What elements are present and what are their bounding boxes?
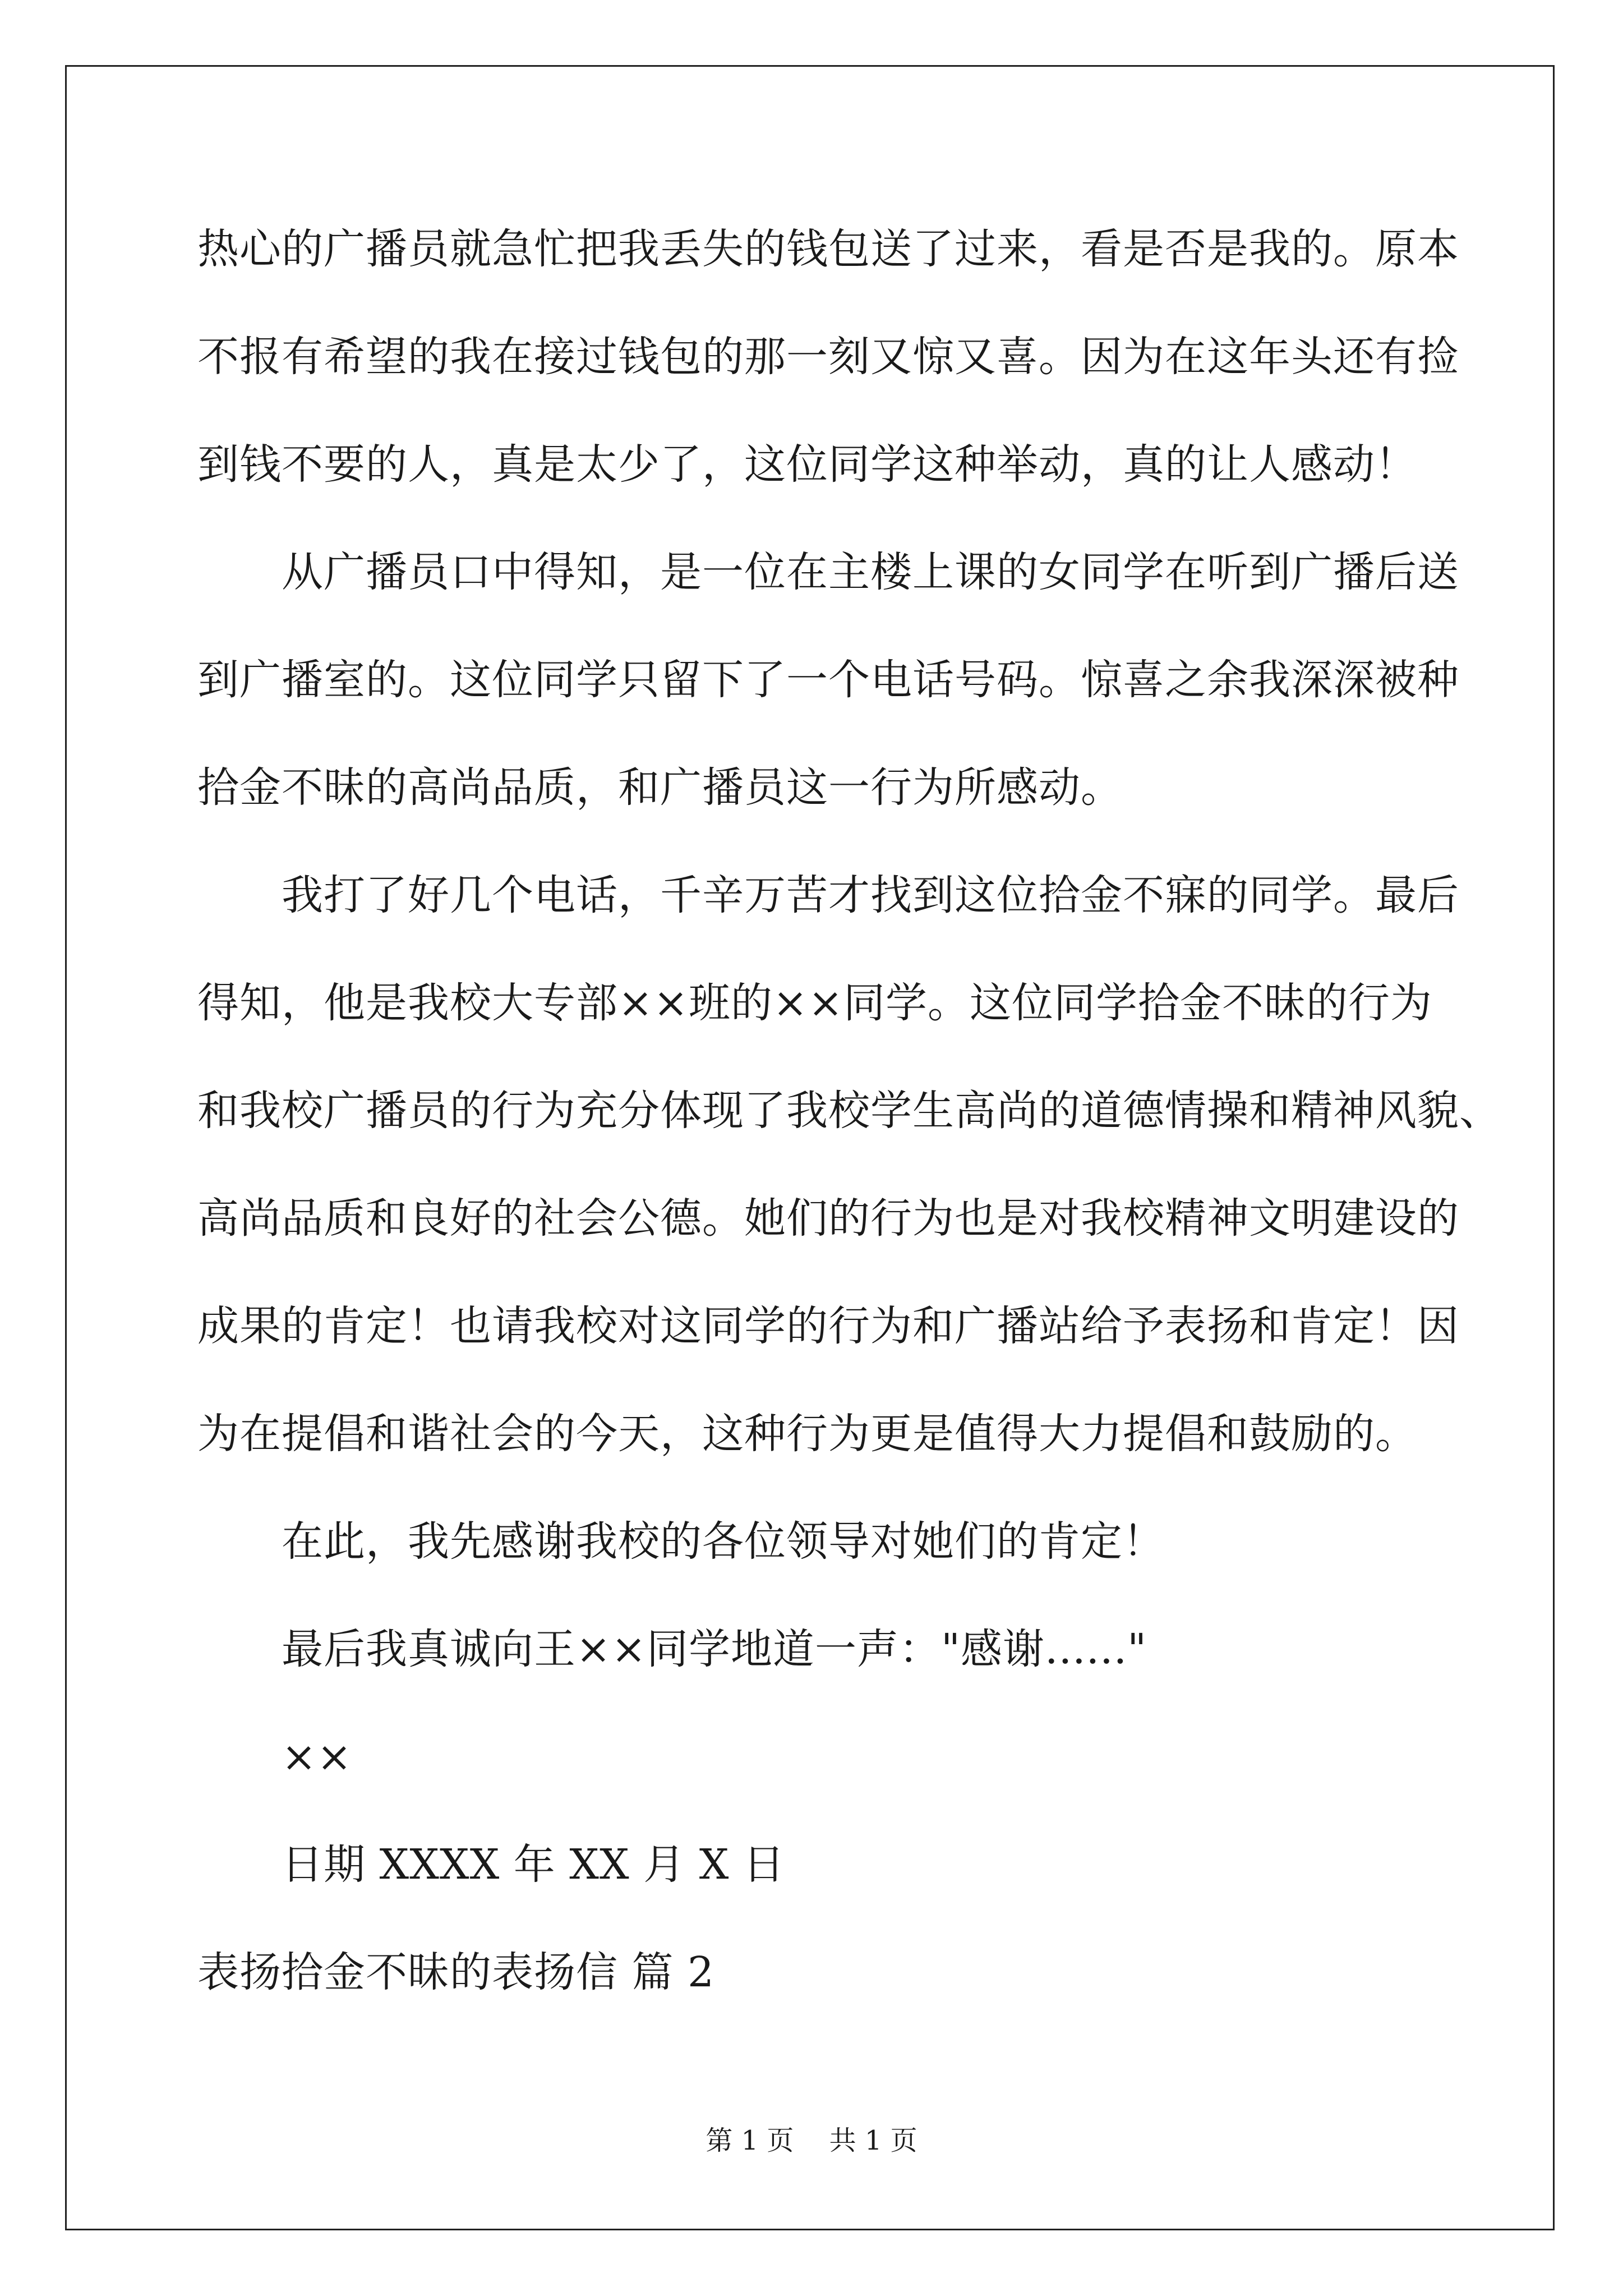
text-line: 为在提倡和谐社会的今天，这种行为更是值得大力提倡和鼓励的。 <box>197 1410 1417 1458</box>
text-line: 在此，我先感谢我校的各位领导对她们的肯定！ <box>197 1517 1165 1566</box>
text-line: 从广播员口中得知，是一位在主楼上课的女同学在听到广播后送 <box>197 548 1459 596</box>
section-heading: 表扬拾金不昧的表扬信 篇 2 <box>197 1948 715 1996</box>
page-footer: 第 1 页 共 1 页 <box>706 2125 917 2156</box>
text-line: 我打了好几个电话，千辛万苦才找到这位拾金不寐的同学。最后 <box>197 871 1459 919</box>
date-line: 日期 XXXX 年 XX 月 X 日 <box>197 1841 785 1889</box>
text-line: 到钱不要的人，真是太少了，这位同学这种举动，真的让人感动！ <box>197 440 1417 489</box>
text-line: 到广播室的。这位同学只留下了一个电话号码。惊喜之余我深深被种 <box>197 656 1459 704</box>
text-line: 不报有希望的我在接过钱包的那一刻又惊又喜。因为在这年头还有捡 <box>197 333 1459 381</box>
text-line: 成果的肯定！也请我校对这同学的行为和广播站给予表扬和肯定！因 <box>197 1302 1459 1350</box>
page-frame <box>65 65 1555 2230</box>
text-line: 和我校广播员的行为充分体现了我校学生高尚的道德情操和精神风貌、 <box>197 1087 1501 1135</box>
text-line: 拾金不昧的高尚品质，和广播员这一行为所感动。 <box>197 763 1123 812</box>
text-line: 最后我真诚向王××同学地道一声："感谢......" <box>197 1625 1147 1673</box>
text-line: 热心的广播员就急忙把我丢失的钱包送了过来，看是否是我的。原本 <box>197 225 1459 273</box>
text-line: 得知，他是我校大专部××班的××同学。这位同学拾金不昧的行为 <box>197 979 1433 1027</box>
signature-line: ×× <box>197 1733 353 1781</box>
text-line: 高尚品质和良好的社会公德。她们的行为也是对我校精神文明建设的 <box>197 1194 1459 1243</box>
